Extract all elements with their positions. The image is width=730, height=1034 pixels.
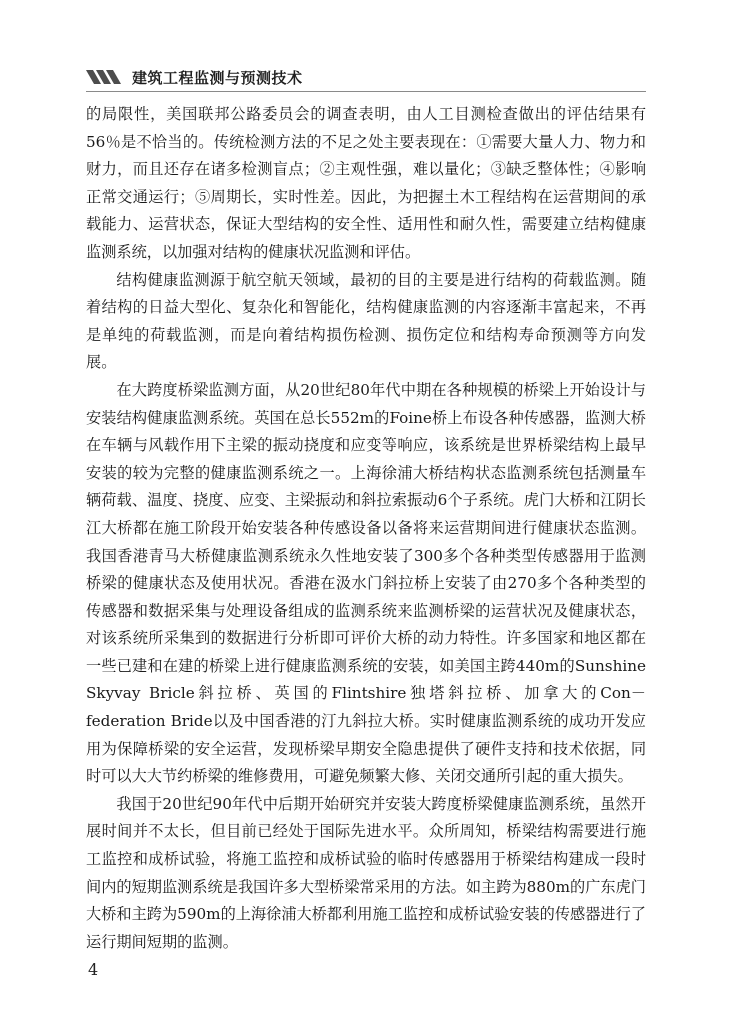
paragraph: 结构健康监测源于航空航天领域，最初的目的主要是进行结构的荷载监测。随着结构的日益大型化、复杂化和智能化，结构健康监测的内容逐渐丰富起来，不再是单纯的荷载监测，而是向着结构损伤检测、损伤定位和结构寿命预测等方向发展。 — [86, 270, 646, 372]
header-rule — [86, 91, 646, 92]
body-text — [86, 101, 646, 956]
header-stripes-icon — [86, 70, 124, 84]
page-number: 4 — [88, 960, 99, 979]
book-title: 建筑工程监测与预测技术 — [132, 68, 303, 87]
running-header — [86, 64, 656, 90]
paragraph-continued: 的局限性，美国联邦公路委员会的调查表明，由人工目测检查做出的评估结果有56％是不恰当的。传统检测方法的不足之处主要表现在：①需要大量人力、物力和财力，而且还存在诸多检测盲点；②主观性强，难以量化；③缺乏整体性；④影响正常交通运行；⑤周期长，实时性差。因此，为把握土木工程结构在运营期间的承载能力、运营状态，保证大型结构的安全性、适用性和耐久性，需要建立结构健康监测系统，以加强对结构的健康状况监测和评估。 — [86, 105, 646, 261]
paragraph: 在大跨度桥梁监测方面，从20世纪80年代中期在各种规模的桥梁上开始设计与安装结构健康监测系统。英国在总长552m的Foine桥上布设各种传感器，监测大桥在车辆与风载作用下主梁的振动挠度和应变等响应，该系统是世界桥梁结构上最早安装的较为完整的健康监测系统之一。上海徐浦大桥结构状态监测系统包括测量车辆荷载、温度、挠度、应变、主梁振动和斜拉索振动6个子系统。虎门大桥和江阴长江大桥都在施工阶段开始安装各种传感设备以备将来运营期间进行健康状态监测。我国香港青马大桥健康监测系统永久性地安装了300多个各种类型传感器用于监测桥梁的健康状态及使用状况。香港在汲水门斜拉桥上安装了由270多个各种类型的传感器和数据采集与处理设备组成的监测系统来监测桥梁的运营状况及健康状态，对该系统所采集到的数据进行分析即可评价大桥的动力特性。许多国家和地区都在一些已建和在建的桥梁上进行健康监测系统的安装，如美国主跨440m的Sunshine Skyvay Bricle斜拉桥、英国的Flintshire独塔斜拉桥、加拿大的Con－federation Bride以及中国香港的汀九斜拉大桥。实时健康监测系统的成功开发应用为保障桥梁的安全运营，发现桥梁早期安全隐患提供了硬件支持和技术依据，同时可以大大节约桥梁的维修费用，可避免频繁大修、关闭交通所引起的重大损失。 — [86, 380, 646, 786]
paragraph: 我国于20世纪90年代中后期开始研究并安装大跨度桥梁健康监测系统，虽然开展时间并不太长，但目前已经处于国际先进水平。众所周知，桥梁结构需要进行施工监控和成桥试验，将施工监控和成桥试验的临时传感器用于桥梁结构建成一段时间内的短期监测系统是我国许多大型桥梁常采用的方法。如主跨为880m的广东虎门大桥和主跨为590m的上海徐浦大桥都利用施工监控和成桥试验安装的传感器进行了运行期间短期的监测。 — [86, 794, 646, 951]
